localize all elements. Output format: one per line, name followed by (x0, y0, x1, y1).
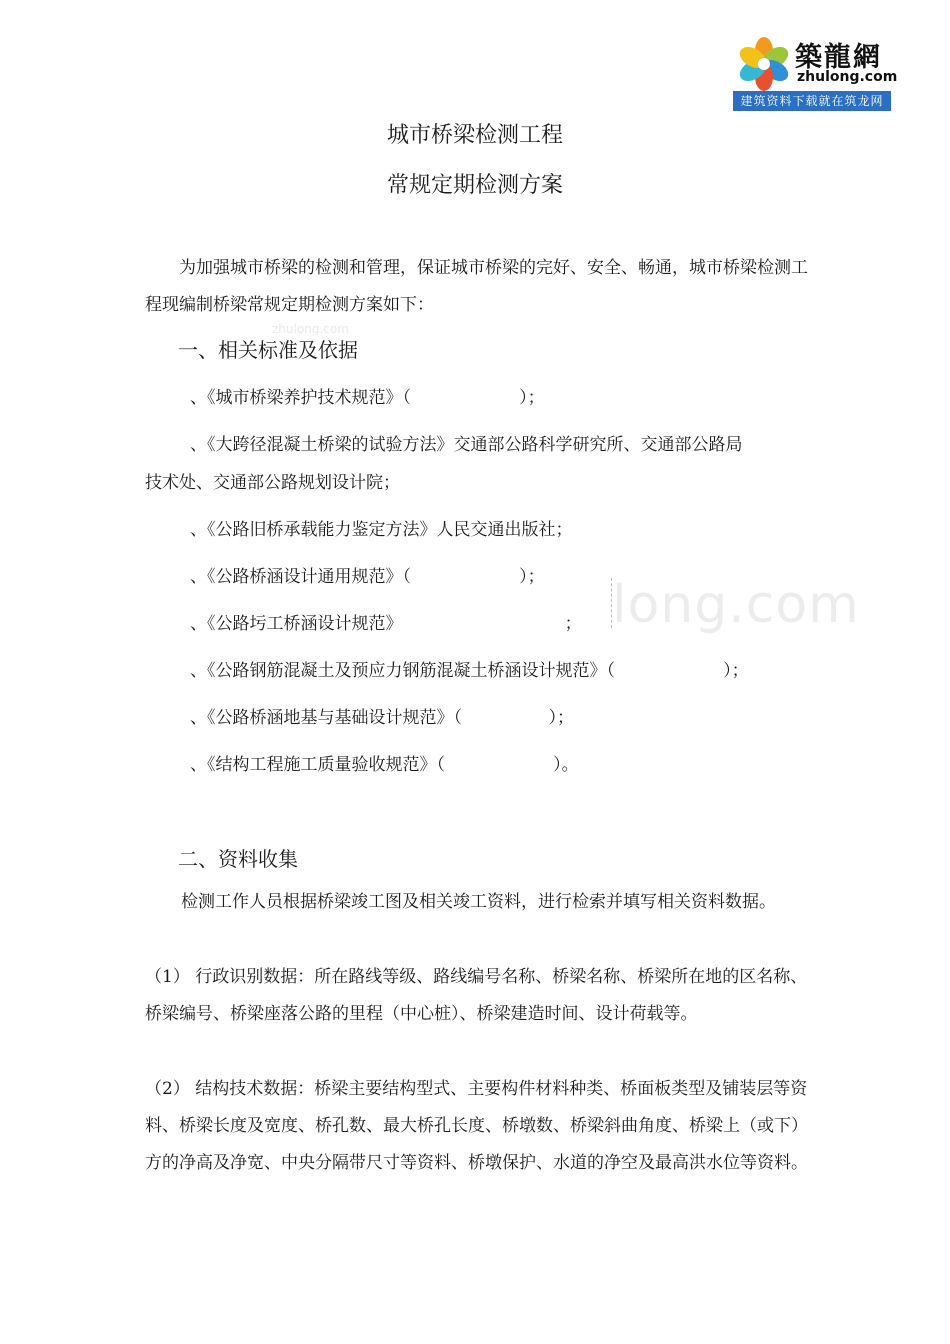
logo-domain: zhulong.com (797, 69, 898, 85)
document-subtitle: 常规定期检测方案 (386, 173, 563, 198)
logo-chinese-name: 築龍網 (795, 42, 882, 73)
reference-item: 、《公路圬工桥涵设计规范》 ； (190, 614, 582, 634)
reference-item: 、《城市桥梁养护技术规范》（ ）； (190, 388, 545, 408)
structural-data-paragraph: （2） 结构技术数据：桥梁主要结构型式、主要构件材料种类、桥面板类型及铺装层等资料、桥梁长度及宽度、桥孔数、最大桥孔长度、桥墩数、桥梁斜曲角度、桥梁上（或下）方的净高及净宽、中央分隔带尺寸等资料、桥墩保护、水道的净空及最高洪水位等资料。 (145, 1079, 808, 1173)
watermark-large: long.com (612, 575, 860, 635)
reference-item: 、《结构工程施工质量验收规范》（ ）。 (190, 755, 579, 775)
reference-item: 、《公路桥涵地基与基础设计规范》（ ）； (190, 708, 574, 728)
logo-banner: 建筑资料下载就在筑龙网 (733, 91, 891, 111)
reference-item: 、《大跨径混凝土桥梁的试验方法》交通部公路科学研究所、交通部公路局 (190, 435, 743, 455)
administrative-data-paragraph: （1） 行政识别数据：所在路线等级、路线编号名称、桥梁名称、桥梁所在地的区名称、桥梁编号、桥梁座落公路的里程（中心桩）、桥梁建造时间、设计荷载等。 (145, 967, 808, 1024)
document-title: 城市桥梁检测工程 (386, 123, 563, 148)
reference-item: 、《公路桥涵设计通用规范》（ ）； (190, 567, 545, 587)
intro-paragraph: 为加强城市桥梁的检测和管理，保证城市桥梁的完好、安全、畅通，城市桥梁检测工程现编制桥梁常规定期检测方案如下： (145, 258, 808, 315)
watermark-small: zhulong.com (272, 322, 349, 336)
section2-paragraph: 检测工作人员根据桥梁竣工图及相关竣工资料，进行检索并填写相关资料数据。 (181, 892, 776, 912)
flower-logo-icon (735, 35, 793, 93)
reference-item: 、《公路旧桥承载能力鉴定方法》人民交通出版社； (190, 520, 573, 540)
reference-item: 、《公路钢筋混凝土及预应力钢筋混凝土桥涵设计规范》（ ）； (190, 661, 749, 681)
section1-heading: 一、相关标准及依据 (178, 338, 358, 362)
zhulong-logo (733, 31, 898, 111)
section2-heading: 二、资料收集 (178, 847, 298, 871)
reference-item-continued: 技术处、交通部公路规划设计院； (145, 473, 400, 493)
